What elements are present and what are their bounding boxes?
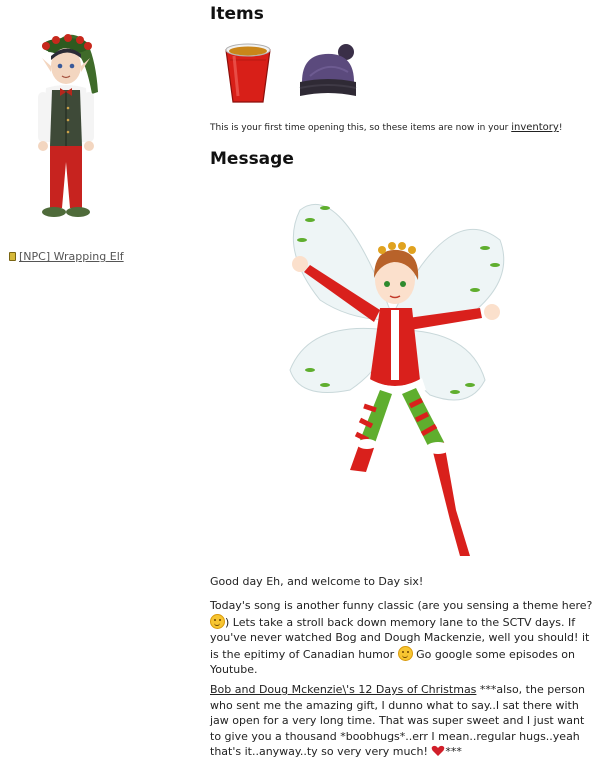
christmas-fairy-image [270, 180, 520, 560]
wrapping-elf-avatar [28, 22, 108, 222]
notice-end: ! [558, 123, 563, 133]
para2-text-c: Go google some episodes on Youtube. [210, 647, 576, 676]
notice-text: This is your first time opening this, so these items are now in your [210, 123, 512, 133]
message-paragraph-3 [210, 682, 595, 760]
message-heading: Message [210, 149, 294, 169]
smile-emoji-icon [398, 646, 413, 661]
npc-profile-link[interactable]: [NPC] Wrapping Elf [19, 250, 124, 263]
items-heading: Items [210, 4, 264, 24]
message-paragraph-1: Good day Eh, and welcome to Day six! [210, 575, 424, 588]
red-cup-drink-icon[interactable] [220, 40, 276, 106]
smirk-emoji-icon [210, 614, 225, 629]
npc-name-row [9, 250, 124, 263]
heart-icon [431, 745, 445, 757]
inventory-notice [210, 122, 562, 133]
song-video-link[interactable]: Bob and Doug Mckenzie\'s 12 Days of Christmas [210, 683, 477, 696]
inventory-link[interactable]: inventory [511, 122, 559, 133]
para3-text: ***also, the person who sent me the amazing gift, I dunno what to say..I sat there with jaw open for a very long time. That was super sweet and I just want to give you a thousand *boobhugs*..err I mean..regular hugs..yeah that's it..anyway..ty so very very much! [210, 683, 585, 758]
para2-text-a: Today's song is another funny classic (are you sensing a theme here? [210, 599, 593, 612]
lock-icon [9, 252, 16, 261]
para2-text-b: ) Lets take a stroll back down memory lane to the SCTV days. If you've never watched Bog and Dough Mackenzie, well you should! it is the epitimy of Canadian humor [210, 615, 590, 661]
purple-beanie-hat-icon[interactable] [296, 42, 360, 104]
message-paragraph-2 [210, 598, 595, 678]
para3-end: *** [445, 745, 462, 758]
